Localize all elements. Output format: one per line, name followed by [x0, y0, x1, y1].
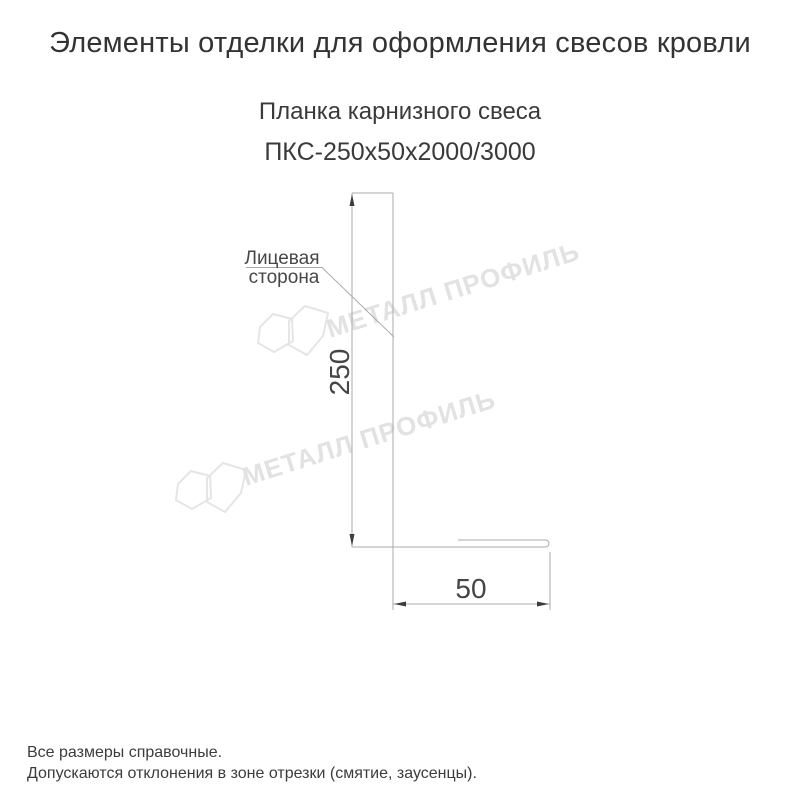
face-side-label: сторона	[248, 267, 320, 288]
dimension-height-lines	[352, 193, 393, 547]
watermark-logo-icon	[176, 463, 246, 512]
arrow-right-icon	[537, 602, 549, 607]
arrow-left-icon	[394, 602, 406, 607]
face-side-label: Лицевая	[244, 248, 320, 269]
product-name: Планка карнизного свеса	[258, 98, 542, 125]
footer-note-line: Все размеры справочные.	[27, 744, 223, 761]
page-title: Элементы отделки для оформления свесов кровли	[49, 27, 751, 59]
product-code: ПКС-250х50х2000/3000	[264, 138, 536, 166]
dimension-width-value: 50	[455, 573, 487, 604]
watermark-text: МЕТАЛЛ ПРОФИЛЬ	[238, 383, 500, 492]
footer-notes	[27, 742, 477, 784]
dimension-height-value: 250	[324, 348, 355, 396]
footer-note-line: Допускаются отклонения в зоне отрезки (смятие, заусенцы).	[27, 765, 477, 782]
arrow-down-icon	[350, 534, 355, 546]
watermark-logo-icon	[258, 306, 328, 355]
watermark-text: МЕТАЛЛ ПРОФИЛЬ	[322, 235, 584, 344]
arrow-up-icon	[350, 194, 355, 206]
